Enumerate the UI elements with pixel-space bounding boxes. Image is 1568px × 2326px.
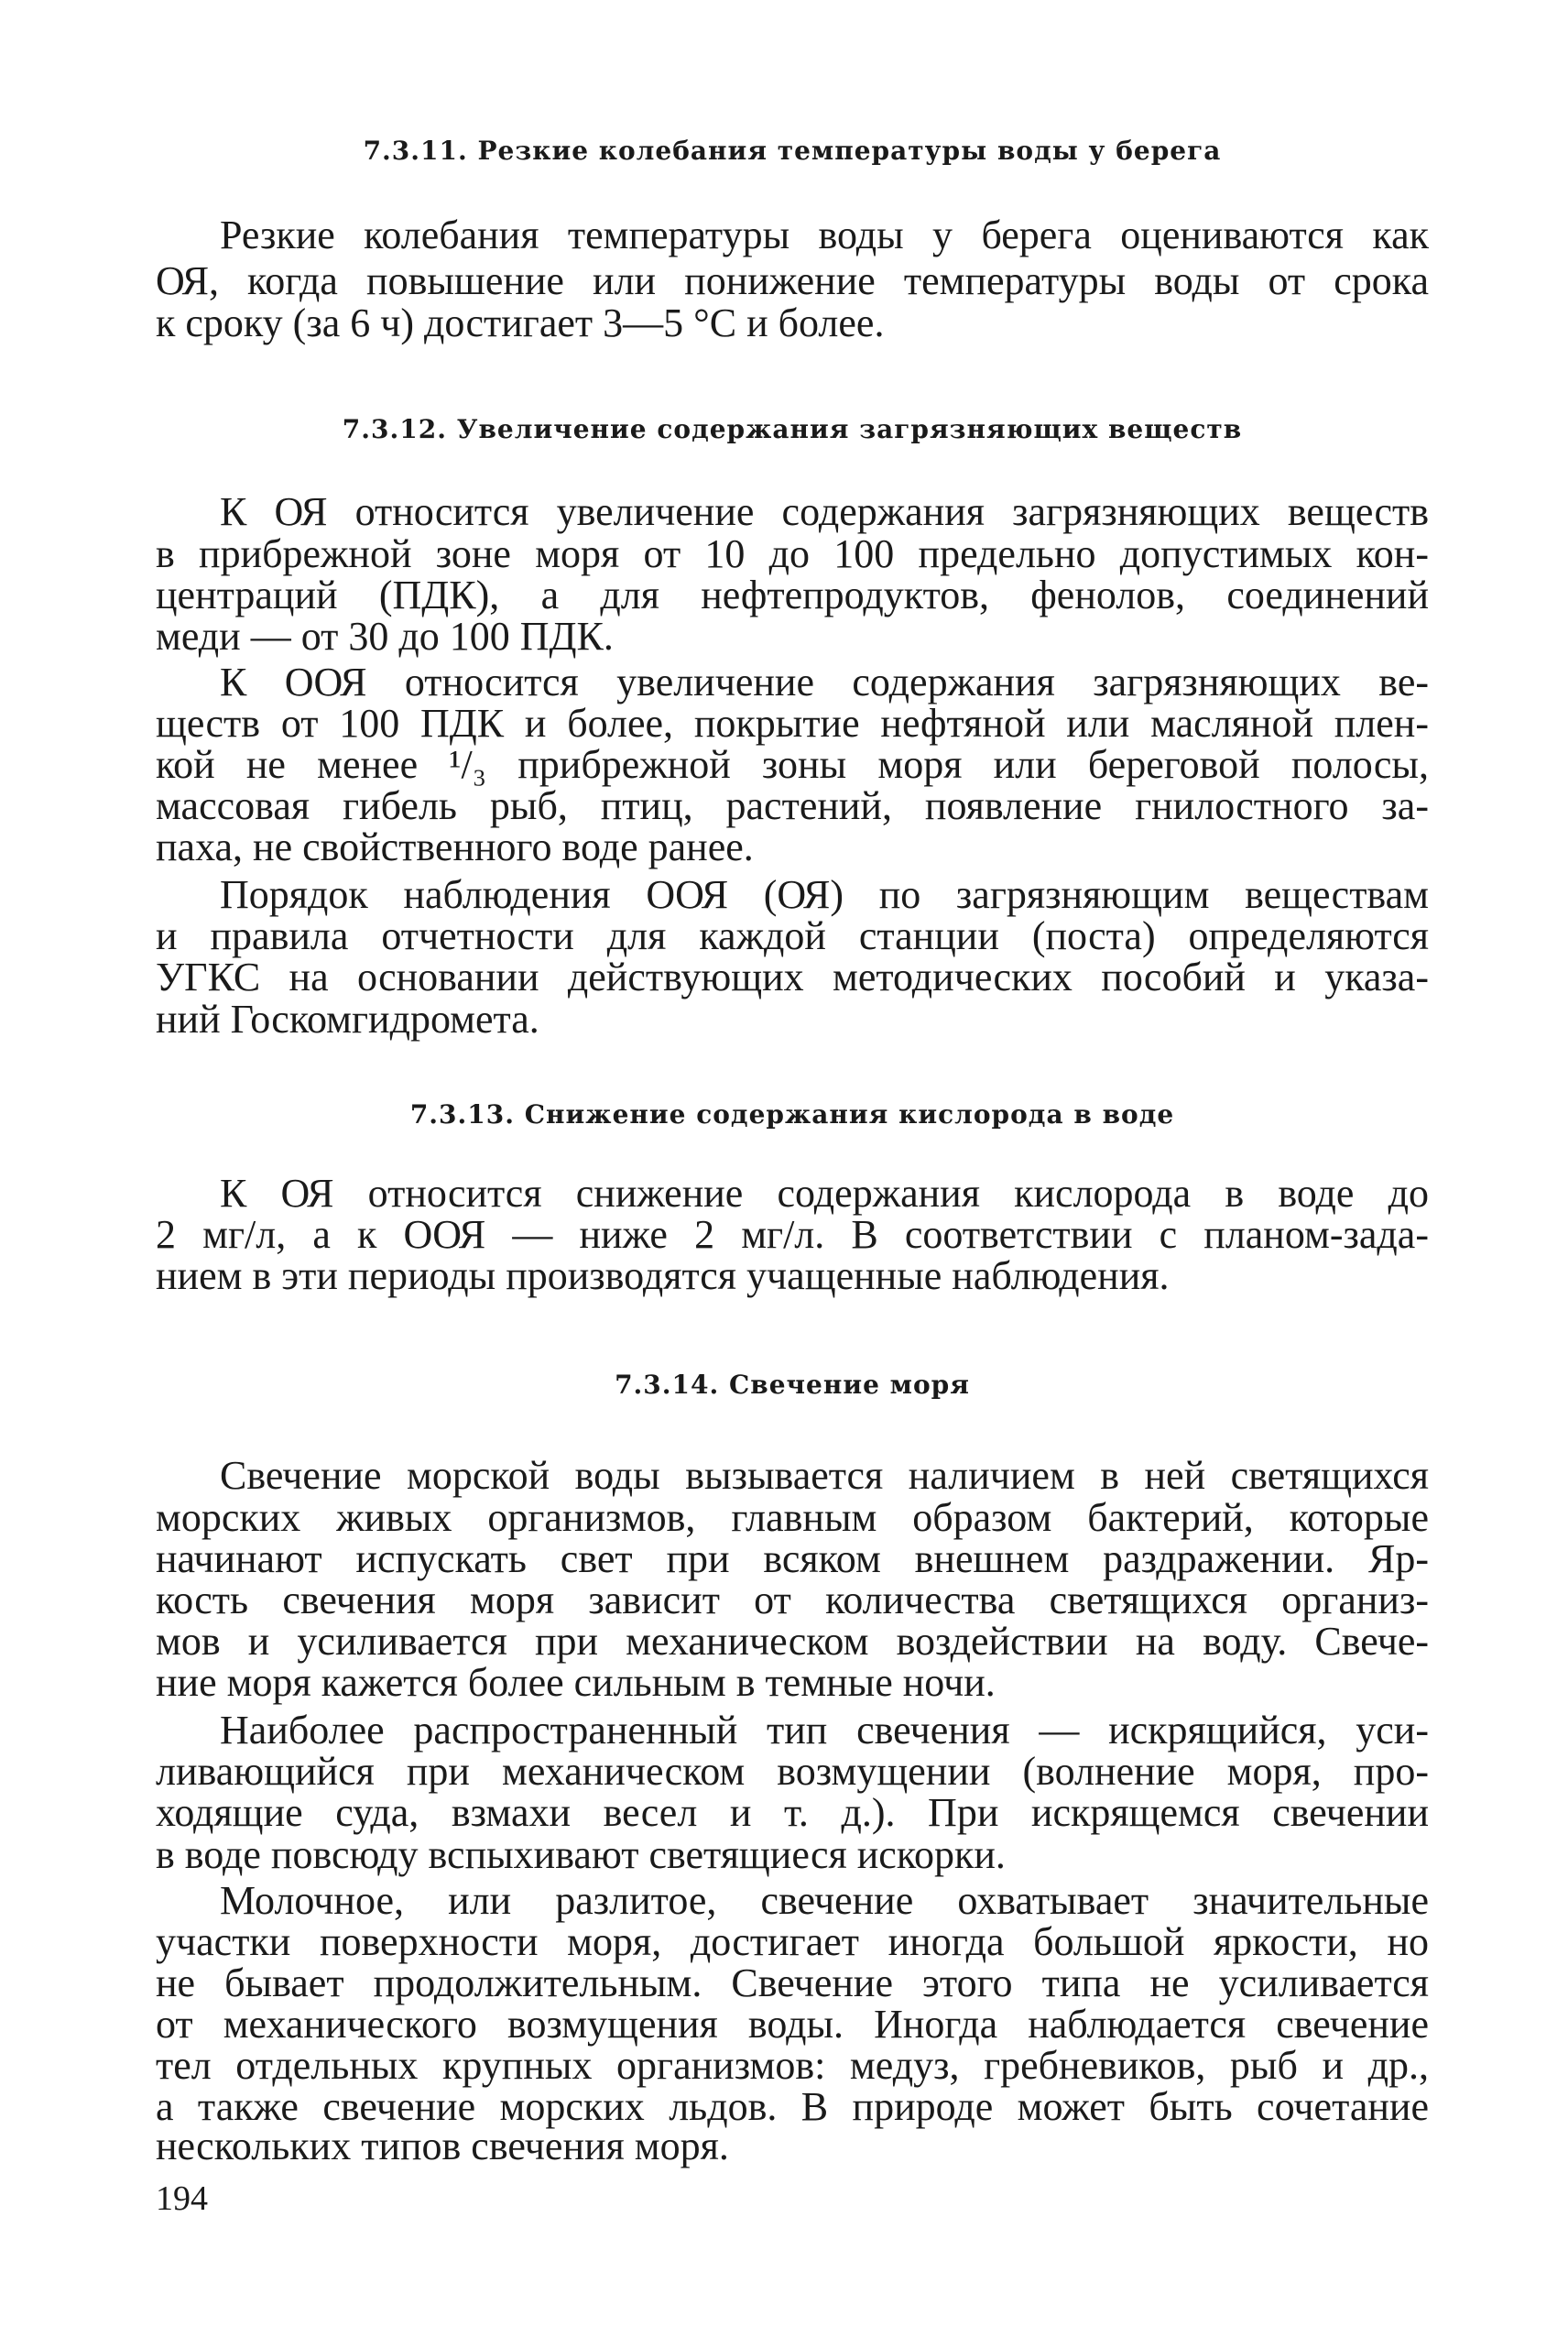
text-line: а также свечение морских льдов. В природе может быть сочетание — [156, 2084, 1429, 2129]
text-line: ливающийся при механическом возмущении (волнение моря, про- — [156, 1749, 1429, 1794]
text-line: Резкие колебания температуры воды у берега оцениваются как — [220, 213, 1429, 257]
text-line: Наиболее распространенный тип свечения — искрящийся, уси- — [220, 1708, 1429, 1753]
text-line: К ОЯ относится увеличение содержания загрязняющих веществ — [220, 489, 1429, 534]
text-line: Свечение морской воды вызывается наличием в ней светящихся — [220, 1453, 1429, 1498]
text-line: кой не менее ¹/₃ прибрежной зоны моря или береговой полосы, — [156, 742, 1429, 787]
text-line: участки поверхности моря, достигает иногда большой яркости, но — [156, 1919, 1429, 1964]
section-heading: 7.3.12. Увеличение содержания загрязняющих веществ — [342, 414, 1243, 444]
text-line: центраций (ПДК), а для нефтепродуктов, фенолов, соединений — [156, 573, 1429, 617]
text-line: начинают испускать свет при всяком внешнем раздражении. Яр- — [156, 1536, 1429, 1581]
text-line: к сроку (за 6 ч) достигает 3—5 °С и более. — [156, 300, 885, 345]
text-line: и правила отчетности для каждой станции (поста) определяются — [156, 913, 1429, 958]
page-number: 194 — [156, 2179, 208, 2218]
text-line: меди — от 30 до 100 ПДК. — [156, 614, 614, 659]
text-line: от механического возмущения воды. Иногда наблюдается свечение — [156, 2002, 1429, 2047]
text-line: ходящие суда, взмахи весел и т. д.). При искрящемся свечении — [156, 1790, 1429, 1835]
text-line: в воде повсюду вспыхивают светящиеся искорки. — [156, 1832, 1006, 1877]
text-line: УГКС на основании действующих методических пособий и указа- — [156, 955, 1429, 999]
section-heading: 7.3.13. Снижение содержания кислорода в воде — [409, 1099, 1175, 1130]
text-line: кость свечения моря зависит от количества светящихся организ- — [156, 1578, 1429, 1622]
text-line: К ОЯ относится снижение содержания кислорода в воде до — [220, 1171, 1429, 1216]
text-line: паха, не свойственного воде ранее. — [156, 824, 754, 869]
text-line: К ООЯ относится увеличение содержания загрязняющих ве- — [220, 660, 1429, 704]
text-line: ний Госкомгидромета. — [156, 997, 539, 1042]
text-line: в прибрежной зоне моря от 10 до 100 предельно допустимых кон- — [156, 531, 1429, 576]
text-line: нескольких типов свечения моря. — [156, 2124, 729, 2168]
text-line: морских живых организмов, главным образом бактерий, которые — [156, 1495, 1429, 1540]
section-heading: 7.3.14. Свечение моря — [615, 1370, 970, 1400]
text-line: не бывает продолжительным. Свечение этого типа не усиливается — [156, 1960, 1429, 2005]
text-line: массовая гибель рыб, птиц, растений, появление гнилостного за- — [156, 783, 1429, 828]
text-line: мов и усиливается при механическом воздействии на воду. Свече- — [156, 1619, 1429, 1664]
text-line: ние моря кажется более сильным в темные ночи. — [156, 1660, 996, 1705]
text-line: ществ от 100 ПДК и более, покрытие нефтяной или масляной плен- — [156, 701, 1429, 746]
text-line: Молочное, или разлитое, свечение охватывает значительные — [220, 1878, 1429, 1923]
section-heading: 7.3.11. Резкие колебания температуры воды у берега — [363, 136, 1222, 166]
text-line: нием в эти периоды производятся учащенные наблюдения. — [156, 1253, 1170, 1298]
text-line: ОЯ, когда повышение или понижение температуры воды от срока — [156, 258, 1429, 303]
text-line: 2 мг/л, а к ООЯ — ниже 2 мг/л. В соответствии с планом-зада- — [156, 1212, 1429, 1257]
text-line: Порядок наблюдения ООЯ (ОЯ) по загрязняющим веществам — [220, 872, 1429, 917]
text-line: тел отдельных крупных организмов: медуз, гребневиков, рыб и др., — [156, 2043, 1429, 2088]
